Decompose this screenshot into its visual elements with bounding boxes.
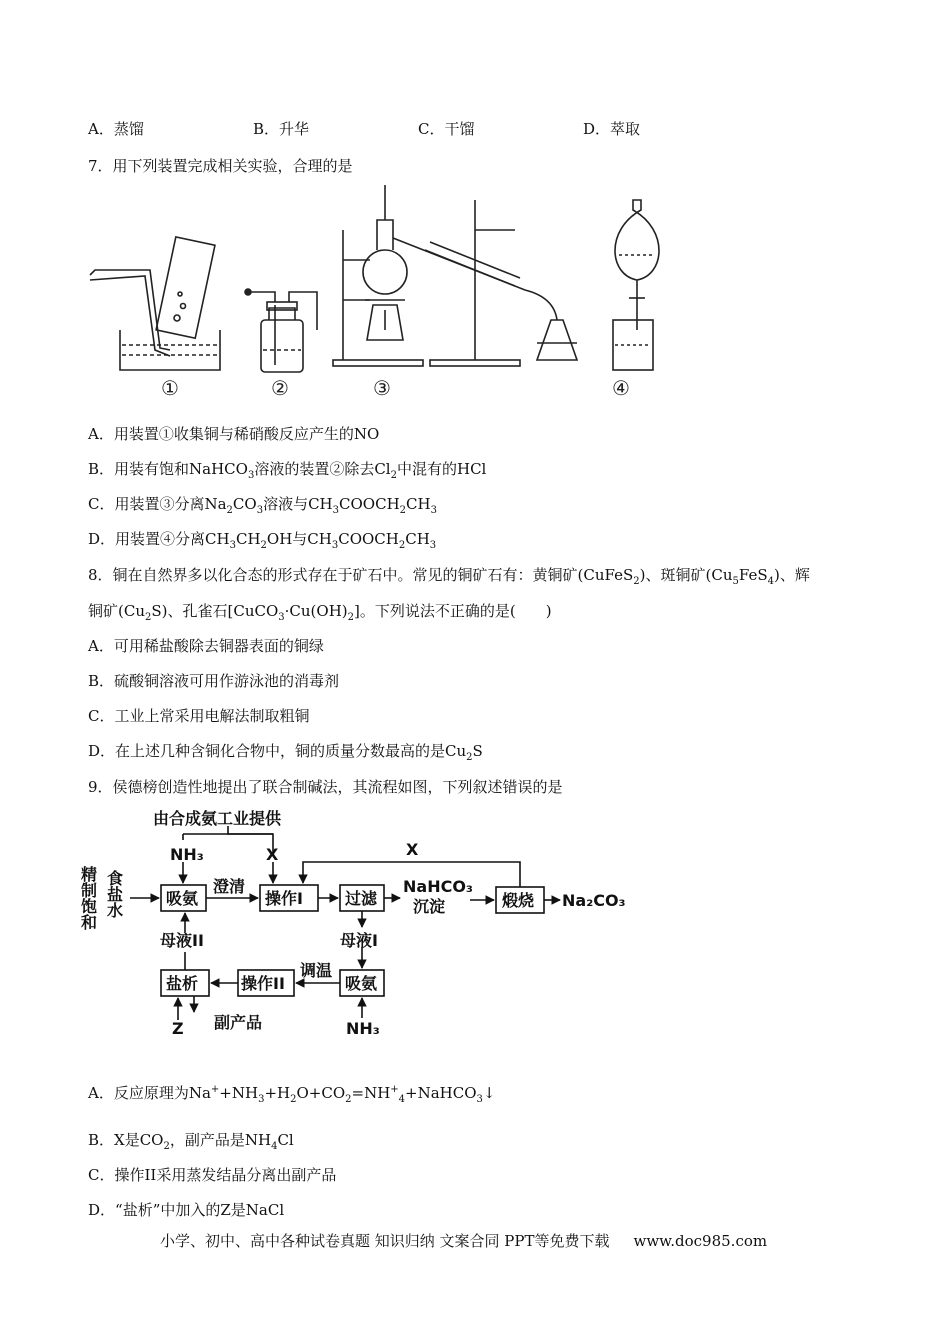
apparatus-1-trough [90, 237, 220, 370]
label-2: ② [271, 376, 289, 400]
flow-filter: 过滤 [345, 889, 378, 908]
flow-absorb2: 吸氨 [345, 974, 378, 993]
apparatus-2-gas-bottle [245, 289, 317, 372]
label-1: ① [161, 376, 179, 400]
q9-option-d: D．“盐析”中加入的Z是NaCl [88, 1201, 285, 1219]
q7-option-c: C．用装置③分离$Na_2CO_3$溶液与$CH_3COOCH_2CH_3$ [88, 495, 437, 516]
q7-apparatus-figure [85, 180, 665, 405]
flow-clarify: 澄清 [213, 877, 246, 896]
flow-na2co3: Na₂CO₃ [562, 891, 626, 910]
flow-byproduct: 副产品 [214, 1013, 263, 1032]
q9-option-b: B．X是$CO_2$，副产品是$NH_4Cl$ [88, 1131, 294, 1152]
q7-option-a: A．用装置①收集铜与稀硝酸反应产生的NO [88, 425, 380, 443]
q7-option-b: B．用装有饱和NaHCO$_3$溶液的装置②除去$Cl_2$中混有的HCl [88, 460, 487, 481]
flow-nh3: NH₃ [170, 845, 204, 864]
flow-nahco3: NaHCO₃ [403, 877, 473, 896]
flow-x: X [266, 845, 279, 864]
q9-stem: 9．侯德榜创造性地提出了联合制碱法，其流程如图，下列叙述错误的是 [88, 778, 563, 796]
q6-option-d: D．萃取 [583, 120, 641, 138]
q6-option-c: C．干馏 [418, 120, 475, 138]
page-footer [160, 1230, 767, 1251]
flow-temp: 调温 [300, 961, 333, 980]
q6-option-a: A．蒸馏 [88, 120, 144, 138]
footer-text: 小学、初中、高中各种试卷真题 知识归纳 文案合同 PPT等免费下载 [160, 1232, 610, 1250]
flow-x2: X [406, 840, 419, 859]
q9-option-a: A．反应原理为$Na^++NH_3+H_2O+CO_2=NH^+_4+NaHCO_3↓$ [88, 1084, 496, 1105]
q9-option-c: C．操作II采用蒸发结晶分离出副产品 [88, 1166, 337, 1184]
flow-side2: 食盐水 [104, 870, 124, 918]
q6-options [88, 118, 688, 138]
flow-op1: 操作I [265, 889, 303, 908]
q8-option-b: B．硫酸铜溶液可用作游泳池的消毒剂 [88, 672, 340, 690]
q8-option-a: A．可用稀盐酸除去铜器表面的铜绿 [88, 637, 324, 655]
flow-salting: 盐析 [166, 974, 199, 993]
q9-flowchart [78, 800, 648, 1045]
flow-nh3b: NH₃ [346, 1019, 380, 1038]
flow-mother1: 母液I [340, 931, 378, 950]
q8-option-d: D．在上述几种含铜化合物中，铜的质量分数最高的是$Cu_2S$ [88, 742, 483, 763]
q8-stem-line1: 8．铜在自然界多以化合态的形式存在于矿石中。常见的铜矿石有：黄铜矿(CuFeS$_2$)、斑铜矿$(Cu_5FeS_4)$、辉 [88, 566, 810, 587]
flow-calcine: 煅烧 [502, 891, 535, 910]
label-4: ④ [612, 376, 630, 400]
q7-option-d: D．用装置④分离$CH_3CH_2OH$与$CH_3COOCH_2CH_3$ [88, 530, 437, 551]
flow-side1: 精制饱和 [78, 866, 98, 930]
q8-option-c: C．工业上常采用电解法制取粗铜 [88, 707, 310, 725]
footer-link[interactable]: www.doc985.com [633, 1232, 768, 1250]
flow-absorb1: 吸氨 [166, 889, 199, 908]
flow-top: 由合成氨工业提供 [153, 809, 282, 828]
flow-op2: 操作II [241, 974, 285, 993]
q7-stem: 7．用下列装置完成相关实验，合理的是 [88, 157, 353, 175]
q8-stem-line2: 铜矿$(Cu_2S)$、孔雀石$[CuCO_3\cdot Cu(OH)_2]$。下列说法不正确的是( ) [88, 602, 552, 623]
label-3: ③ [373, 376, 391, 400]
q6-option-b: B．升华 [253, 120, 310, 138]
flow-mother2: 母液II [160, 931, 204, 950]
flow-z: Z [172, 1019, 184, 1038]
apparatus-3-distillation [333, 185, 577, 366]
apparatus-4-separatory-funnel [613, 200, 659, 370]
flow-precip: 沉淀 [413, 897, 446, 916]
